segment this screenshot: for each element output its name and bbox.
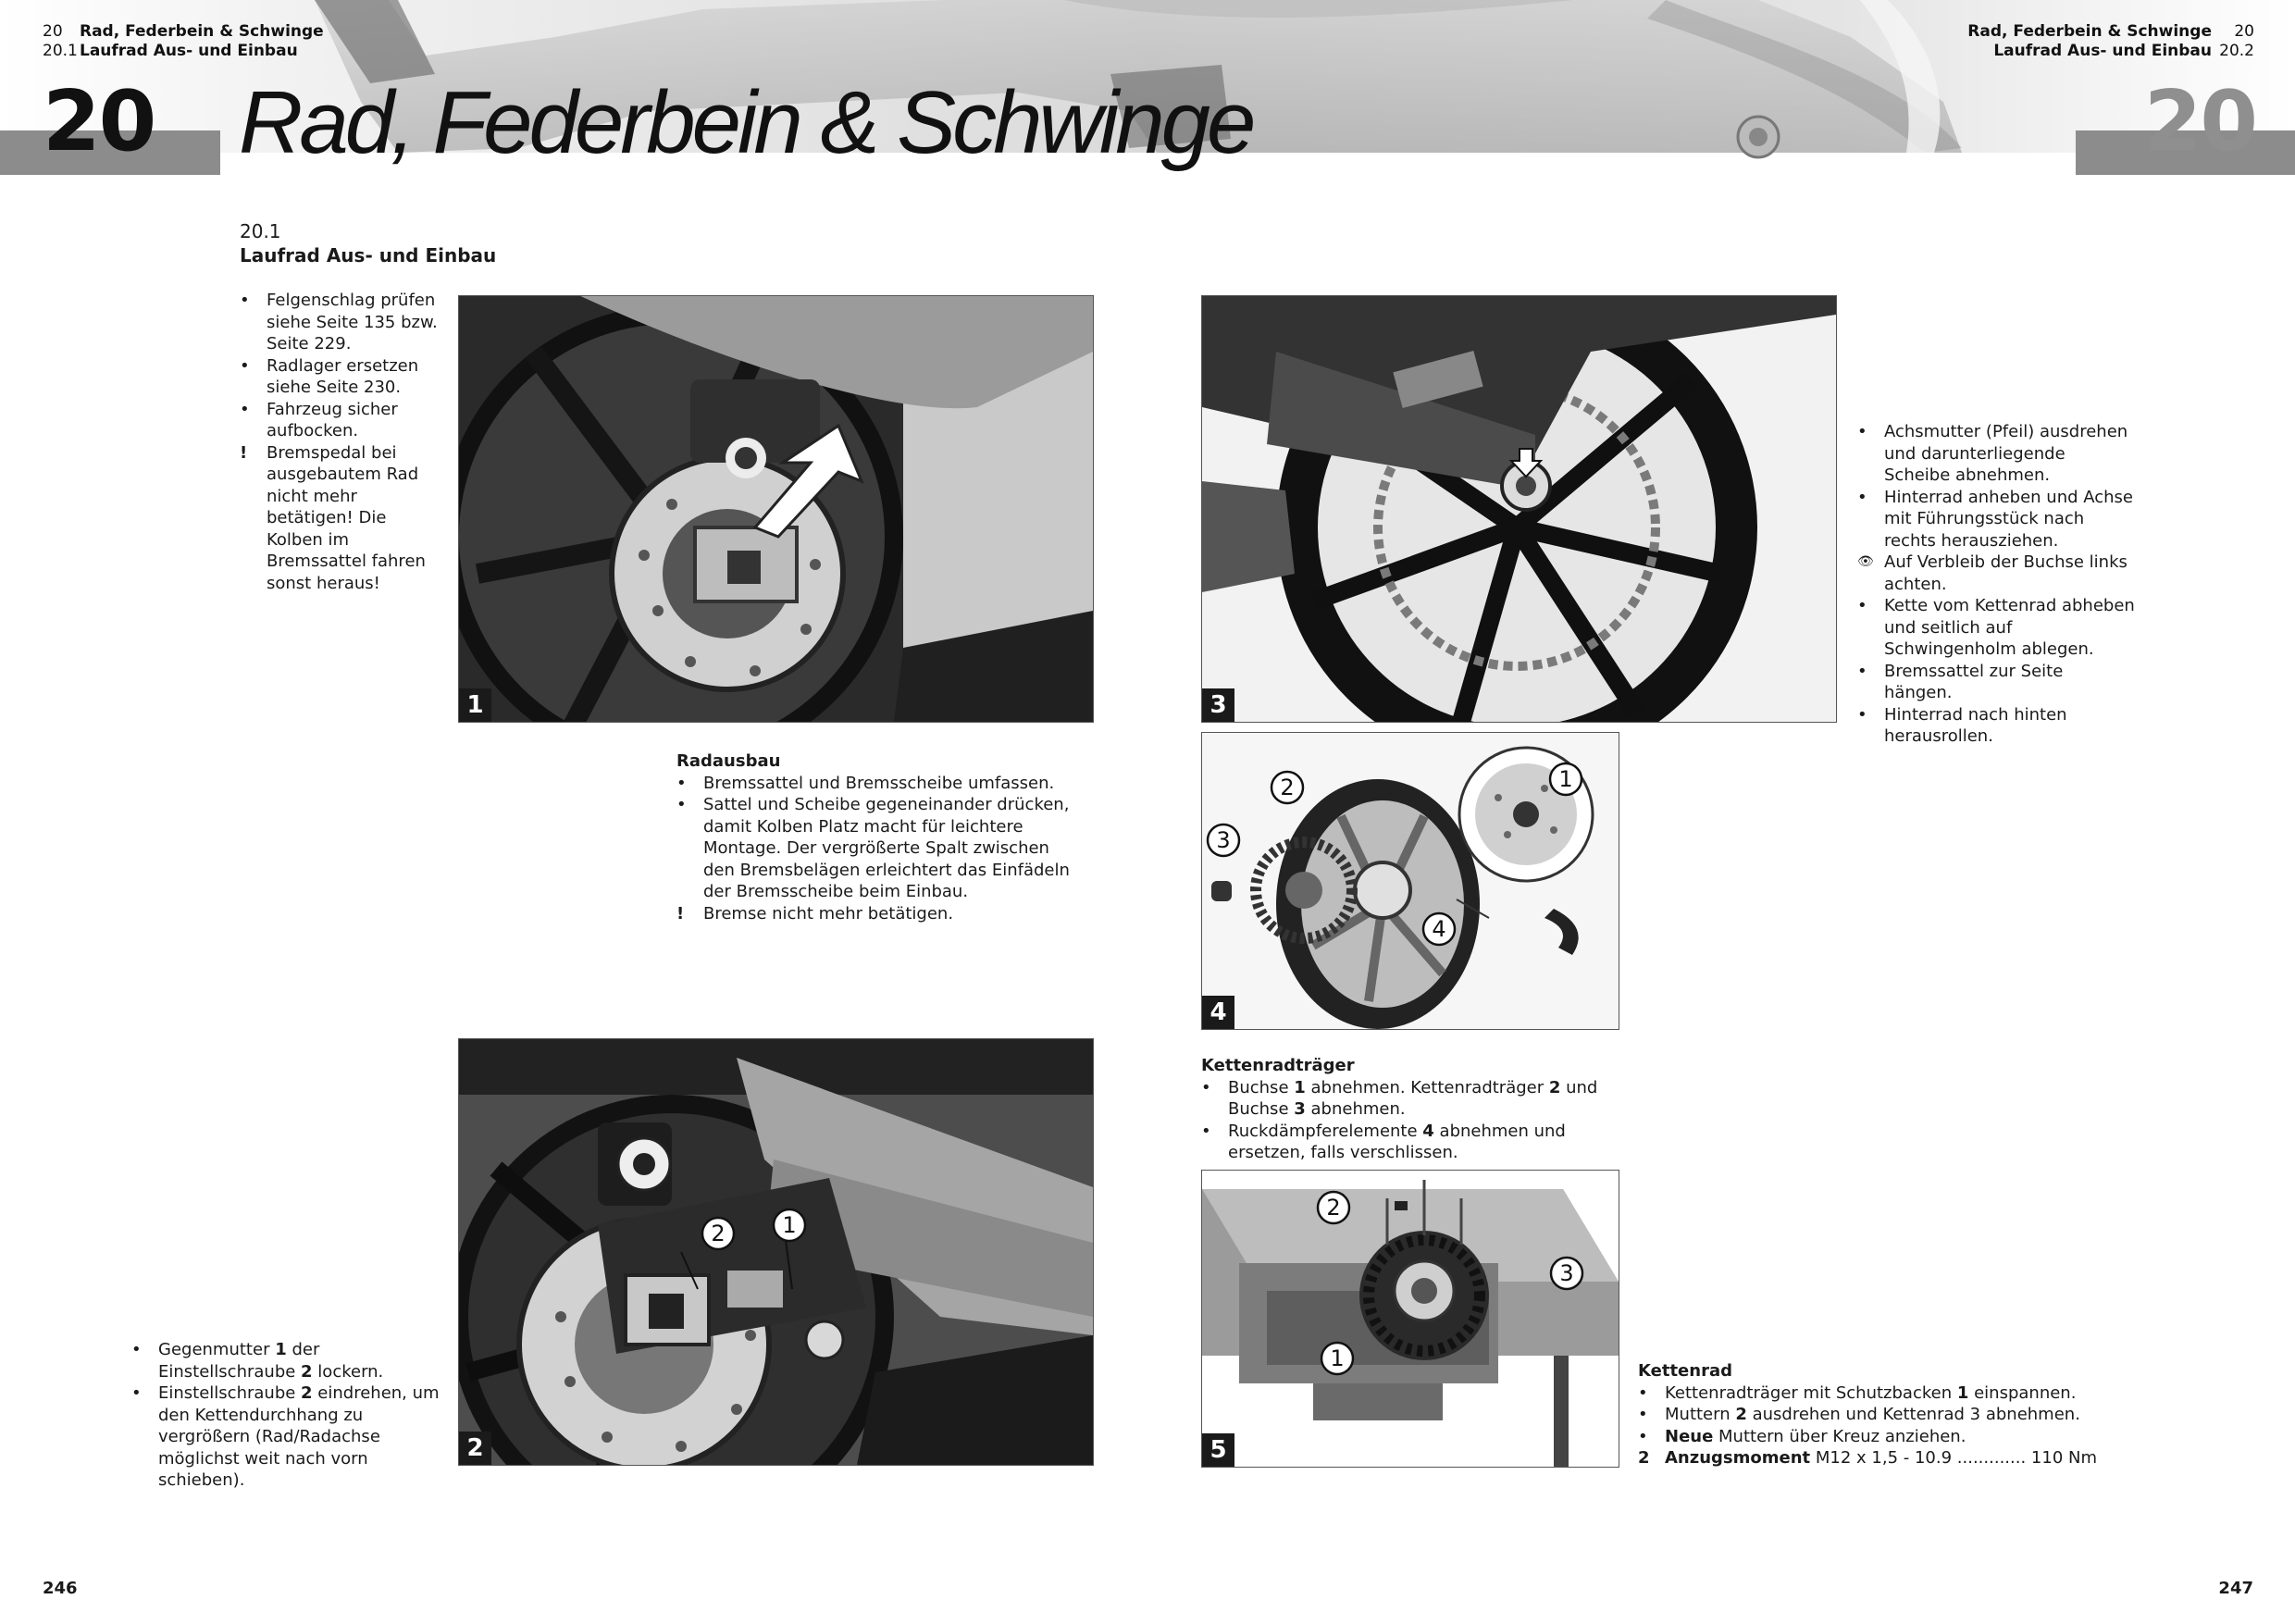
torque-value: 110 Nm bbox=[2030, 1448, 2097, 1468]
list-item-text: Bremspedal bei ausgebautem Rad nicht mehr betätigen! Die Kolben im Bremssattel fahren sonst heraus! bbox=[267, 442, 426, 593]
chapter-number-left: 20 bbox=[43, 73, 155, 170]
svg-text:2: 2 bbox=[711, 1221, 726, 1246]
header-left-line1-num: 20 bbox=[43, 22, 63, 41]
list-item-text: Felgenschlag prüfen siehe Seite 135 bzw. Seite 229. bbox=[267, 291, 438, 353]
list-item-text: Auf Verbleib der Buchse links achten. bbox=[1884, 552, 2128, 594]
callout-number bbox=[774, 1209, 805, 1241]
list-item-text: abnehmen und ersetzen, falls verschlissen. bbox=[1228, 1121, 1566, 1162]
bullet-marker: • bbox=[1638, 1405, 1648, 1424]
eye-icon: 👁 bbox=[1857, 554, 1874, 569]
radausbau-heading: Radausbau bbox=[676, 751, 781, 771]
list-item-text: Fahrzeug sicher aufbocken. bbox=[267, 399, 398, 440]
bullet-marker: • bbox=[240, 355, 250, 376]
list-item-text: Bremssattel zur Seite hängen. bbox=[1884, 661, 2064, 702]
svg-text:1: 1 bbox=[1330, 1345, 1345, 1371]
list-item-text: eindrehen, um den Kettendurchhang zu vergrößern (Rad/Radachse möglichst weit nach vorn schieben). bbox=[158, 1383, 440, 1490]
figure-2-tag: 2 bbox=[459, 1432, 491, 1465]
bullet-marker: • bbox=[1857, 487, 1867, 507]
list-item-text: ausdrehen und Kettenrad 3 abnehmen. bbox=[1746, 1405, 2080, 1424]
list-item-text: Achsmutter (Pfeil) ausdrehen und darunterliegende Scheibe abnehmen. bbox=[1884, 422, 2128, 485]
torque-leader-dots: ............. bbox=[1956, 1448, 2027, 1468]
bullet-marker: • bbox=[1857, 661, 1867, 681]
warning-marker: ! bbox=[240, 442, 248, 463]
header-left-line1-text: Rad, Federbein & Schwinge bbox=[80, 22, 324, 41]
kettenradtraeger-heading: Kettenradträger bbox=[1201, 1056, 1355, 1075]
bullet-marker: • bbox=[240, 291, 250, 310]
callout-ref: 4 bbox=[1422, 1121, 1434, 1141]
callout-ref: 3 bbox=[1294, 1099, 1306, 1119]
torque-ref: 2 bbox=[1638, 1448, 1650, 1468]
callout-number bbox=[1272, 772, 1303, 803]
svg-text:1: 1 bbox=[1558, 766, 1573, 792]
list-item-text: Muttern bbox=[1665, 1405, 1736, 1424]
list-item-text: Muttern über Kreuz anziehen. bbox=[1713, 1426, 1966, 1446]
bullet-marker: • bbox=[1638, 1426, 1648, 1446]
callout-number bbox=[1208, 824, 1239, 856]
figure-1-tag: 1 bbox=[459, 688, 491, 722]
bullet-marker: • bbox=[676, 795, 687, 814]
torque-label: Anzugsmoment bbox=[1665, 1448, 1811, 1468]
bullet-marker: • bbox=[676, 773, 687, 793]
list-item-text: Hinterrad nach hinten herausrollen. bbox=[1884, 704, 2067, 746]
chapter-title: Rad, Federbein & Schwinge bbox=[239, 73, 1253, 172]
list-item-text: Sattel und Scheibe gegeneinander drücken, damit Kolben Platz macht für leichtere Montage. Der vergrößerte Spalt zwischen den Bremsbelägen erleichtert das Einfädeln der Bremsscheibe beim Einbau. bbox=[703, 795, 1070, 901]
callout-number bbox=[1321, 1343, 1353, 1374]
list-item-text: Kette vom Kettenrad abheben und seitlich auf Schwingenholm ablegen. bbox=[1884, 596, 2135, 659]
header-left-line2-num: 20.1 bbox=[43, 42, 78, 60]
list-item-text: abnehmen. bbox=[1305, 1099, 1406, 1119]
bullet-marker: • bbox=[1201, 1121, 1211, 1141]
bullet-marker: • bbox=[1857, 704, 1867, 725]
page-number-right: 247 bbox=[2218, 1579, 2253, 1598]
list-item-text: Gegenmutter bbox=[158, 1340, 276, 1359]
list-item-text: abnehmen. Kettenradträger bbox=[1305, 1077, 1549, 1097]
figure-4-tag: 4 bbox=[1202, 996, 1234, 1029]
section-title: Laufrad Aus- und Einbau bbox=[240, 244, 497, 267]
svg-text:2: 2 bbox=[1326, 1195, 1341, 1221]
callout-ref: 2 bbox=[301, 1361, 313, 1382]
bullet-marker: • bbox=[240, 399, 250, 419]
callout-number bbox=[1551, 1258, 1582, 1289]
torque-thread-spec: M12 x 1,5 - 10.9 bbox=[1815, 1448, 1953, 1468]
callout-number bbox=[1550, 763, 1582, 795]
callout-ref: 2 bbox=[1548, 1077, 1561, 1097]
section-number: 20.1 bbox=[240, 220, 281, 242]
bullet-marker: • bbox=[1857, 596, 1867, 615]
figure-5-tag: 5 bbox=[1202, 1433, 1234, 1467]
header-right-line1-num: 20 bbox=[2234, 22, 2254, 41]
header-right-line2-text: Laufrad Aus- und Einbau bbox=[1993, 42, 2212, 60]
svg-text:4: 4 bbox=[1432, 916, 1446, 942]
list-item-text: Ruckdämpferelemente bbox=[1228, 1121, 1423, 1141]
list-item-text: und bbox=[1560, 1077, 1598, 1097]
header-right-line1-text: Rad, Federbein & Schwinge bbox=[1967, 22, 2212, 41]
list-item-text: der Einstellschraube bbox=[158, 1340, 320, 1382]
callout-number bbox=[1423, 913, 1455, 945]
bullet-marker: • bbox=[1201, 1077, 1211, 1097]
list-item-text: Hinterrad anheben und Achse mit Führungsstück nach rechts herausziehen. bbox=[1884, 487, 2134, 551]
list-item-text: lockern. bbox=[312, 1361, 384, 1382]
bullet-marker: • bbox=[131, 1383, 142, 1403]
list-item-text: Buchse bbox=[1228, 1077, 1295, 1097]
figure-3-tag: 3 bbox=[1202, 688, 1234, 722]
callout-ref: 1 bbox=[1956, 1382, 1969, 1403]
svg-text:1: 1 bbox=[782, 1212, 797, 1238]
list-item-text: Einstellschraube bbox=[158, 1383, 302, 1403]
header-right-line2-num: 20.2 bbox=[2219, 42, 2254, 60]
callout-number bbox=[1318, 1192, 1349, 1223]
header-left-line2-text: Laufrad Aus- und Einbau bbox=[80, 42, 298, 60]
bullet-marker: • bbox=[131, 1340, 142, 1359]
emphasis-text: Neue bbox=[1665, 1426, 1714, 1446]
kettenrad-heading: Kettenrad bbox=[1638, 1361, 1732, 1381]
chapter-number-right: 20 bbox=[2143, 73, 2256, 170]
list-item-text: Kettenradträger mit Schutzbacken bbox=[1665, 1382, 1957, 1403]
list-item-text: Buchse bbox=[1228, 1099, 1295, 1119]
list-item-text: Radlager ersetzen siehe Seite 230. bbox=[267, 355, 419, 397]
callout-ref: 1 bbox=[1294, 1077, 1306, 1097]
callout-ref: 2 bbox=[301, 1383, 313, 1403]
svg-text:3: 3 bbox=[1216, 827, 1231, 853]
page-number-left: 246 bbox=[43, 1579, 78, 1598]
warning-marker: ! bbox=[676, 903, 685, 924]
svg-text:3: 3 bbox=[1559, 1260, 1574, 1286]
list-item-text: Bremssattel und Bremsscheibe umfassen. bbox=[703, 773, 1055, 793]
callout-ref: 2 bbox=[1735, 1405, 1747, 1424]
bullet-marker: • bbox=[1857, 422, 1867, 441]
list-item-text: einspannen. bbox=[1968, 1382, 2077, 1403]
svg-text:2: 2 bbox=[1280, 775, 1295, 800]
callout-ref: 1 bbox=[275, 1340, 287, 1359]
list-item-text: Bremse nicht mehr betätigen. bbox=[703, 903, 954, 924]
bullet-marker: • bbox=[1638, 1382, 1648, 1403]
callout-number bbox=[702, 1218, 734, 1249]
